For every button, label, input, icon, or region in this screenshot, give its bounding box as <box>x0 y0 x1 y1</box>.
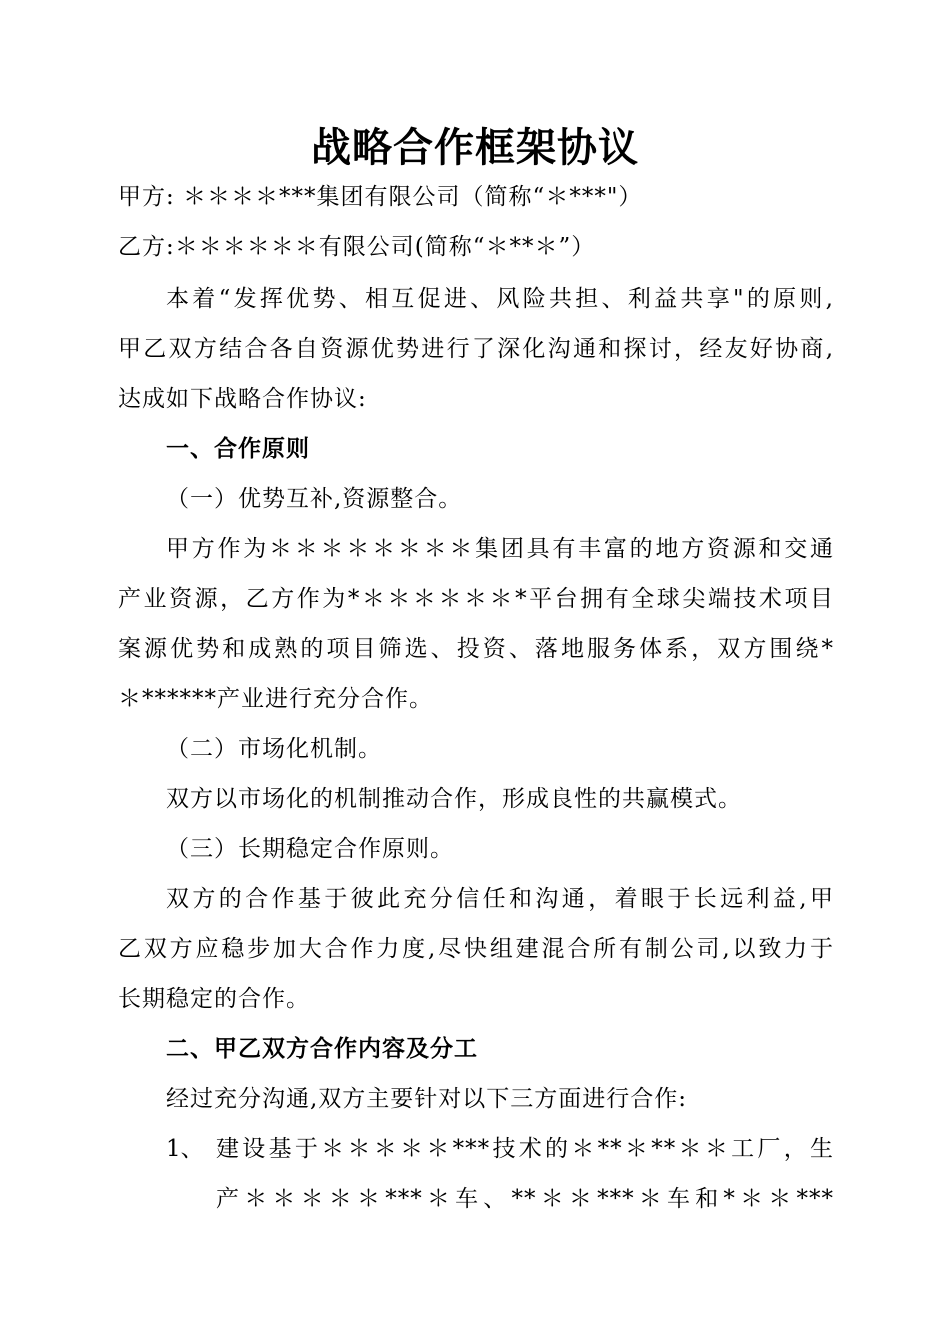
item-1-line-2: 产＊＊＊＊＊***＊车、**＊＊***＊车和*＊＊*** <box>216 1186 834 1212</box>
intro-line-1: 本着“发挥优势、相互促进、风险共担、利益共享"的原则, <box>166 286 834 312</box>
section-2-heading: 二、甲乙双方合作内容及分工 <box>166 1036 478 1062</box>
subsection-1-line-2: 产业资源，乙方作为*＊＊＊＊＊＊*平台拥有全球尖端技术项目 <box>118 586 834 612</box>
party-b-line: 乙方:＊＊＊＊＊＊有限公司(简称“＊**＊”） <box>118 234 596 260</box>
subsection-3-heading: （三）长期稳定合作原则。 <box>166 836 454 862</box>
item-1-number: 1、 <box>166 1136 204 1162</box>
subsection-3-line-1: 双方的合作基于彼此充分信任和沟通，着眼于长远利益,甲 <box>166 886 834 912</box>
subsection-3-line-2: 乙双方应稳步加大合作力度,尽快组建混合所有制公司,以致力于 <box>118 936 834 962</box>
subsection-1-line-1: 甲方作为＊＊＊＊＊＊＊＊集团具有丰富的地方资源和交通 <box>166 536 834 562</box>
subsection-1-line-3: 案源优势和成熟的项目筛选、投资、落地服务体系，双方围绕* <box>118 636 834 662</box>
section-1-heading: 一、合作原则 <box>166 436 310 462</box>
subsection-2-line-1: 双方以市场化的机制推动合作，形成良性的共赢模式。 <box>166 786 742 812</box>
subsection-1-heading: （一）优势互补,资源整合。 <box>166 486 463 512</box>
subsection-2-heading: （二）市场化机制。 <box>166 736 382 762</box>
document-title: 战略合作框架协议 <box>311 125 639 171</box>
item-1-line-1: 建设基于＊＊＊＊＊***技术的＊**＊**＊＊工厂，生 <box>216 1136 834 1162</box>
intro-line-3: 达成如下战略合作协议: <box>118 386 367 412</box>
intro-line-2: 甲乙双方结合各自资源优势进行了深化沟通和探讨，经友好协商, <box>118 336 834 362</box>
section-2-intro: 经过充分沟通,双方主要针对以下三方面进行合作: <box>166 1086 688 1112</box>
subsection-3-line-3: 长期稳定的合作。 <box>118 986 310 1012</box>
subsection-1-line-4: ＊******产业进行充分合作。 <box>118 686 433 712</box>
party-a-line: 甲方: ＊＊＊＊***集团有限公司（简称“＊***"） <box>118 184 643 210</box>
